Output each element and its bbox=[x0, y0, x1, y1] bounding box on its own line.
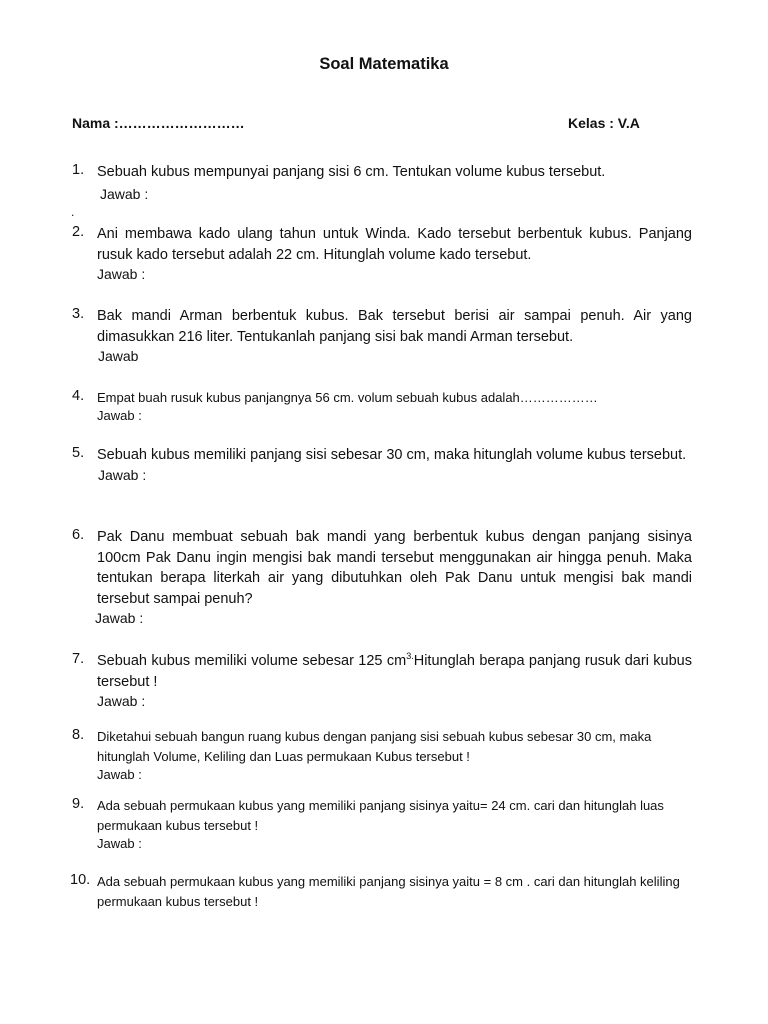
question-number: 2. bbox=[72, 224, 85, 240]
question-text: Empat buah rusuk kubus panjangnya 56 cm. volum sebuah kubus adalah……………… bbox=[97, 390, 598, 405]
question-1 bbox=[72, 162, 692, 203]
question-text: Ani membawa kado ulang tahun untuk Winda. Kado tersebut berbentuk kubus. Panjang rusuk kado tersebut adalah 22 cm. Hitunglah volume kado tersebut. bbox=[97, 226, 692, 263]
question-text: Ada sebuah permukaan kubus yang memiliki panjang sisinya yaitu= 24 cm. cari dan hitunglah luas permukaan kubus tersebut ! bbox=[97, 798, 664, 833]
question-text: Bak mandi Arman berbentuk kubus. Bak tersebut berisi air sampai penuh. Air yang dimasukkan 216 liter. Tentukanlah panjang sisi bak mandi Arman tersebut. bbox=[97, 308, 692, 345]
answer-label: Jawab : bbox=[97, 266, 146, 282]
question-text: Sebuah kubus memiliki panjang sisi sebesar 30 cm, maka hitunglah volume kubus tersebut. bbox=[97, 447, 687, 463]
question-text: Pak Danu membuat sebuah bak mandi yang berbentuk kubus dengan panjang sisinya 100cm Pak Danu ingin mengisi bak mandi tersebut menggunakan air hingga penuh. Maka tentukan berapa literkah air yang dibutuhkan oleh Pak Danu untuk mengisi bak mandi tersebut sampai penuh? bbox=[97, 529, 692, 607]
question-number: 9. bbox=[72, 796, 85, 812]
question-text-part: Sebuah kubus memiliki volume sebesar 125 cm bbox=[97, 653, 407, 669]
question-text: Sebuah kubus mempunyai panjang sisi 6 cm. Tentukan volume kubus tersebut. bbox=[97, 164, 606, 180]
question-6 bbox=[72, 527, 692, 627]
page-title: Soal Matematika bbox=[319, 55, 449, 73]
question-3 bbox=[72, 306, 692, 365]
question-number: 8. bbox=[72, 727, 85, 743]
question-number: 1. bbox=[72, 162, 85, 178]
question-text bbox=[97, 651, 692, 692]
question-number: 7. bbox=[72, 651, 85, 667]
question-4 bbox=[72, 388, 692, 423]
question-number: 6. bbox=[72, 527, 85, 543]
question-9 bbox=[72, 796, 692, 851]
answer-label: Jawab bbox=[98, 348, 139, 364]
question-number: 3. bbox=[72, 306, 85, 322]
question-2 bbox=[72, 224, 692, 283]
question-number: 4. bbox=[72, 388, 85, 404]
question-text-part: Hitunglah berapa panjang rusuk dari kubus tersebut ! bbox=[97, 653, 692, 690]
question-8 bbox=[72, 727, 692, 782]
answer-label: Jawab : bbox=[95, 610, 144, 626]
question-7 bbox=[72, 651, 692, 710]
class-label: Kelas : V.A bbox=[568, 115, 640, 131]
question-text: Diketahui sebuah bangun ruang kubus dengan panjang sisi sebuah kubus sebesar 30 cm, maka hitunglah Volume, Keliling dan Luas permukaan Kubus tersebut ! bbox=[97, 729, 652, 764]
name-field-label: Nama :……………………… bbox=[72, 115, 245, 131]
answer-label: Jawab : bbox=[97, 767, 142, 782]
question-10 bbox=[72, 872, 692, 912]
stray-mark: . bbox=[71, 205, 75, 219]
answer-label: Jawab : bbox=[97, 693, 146, 709]
superscript-cubed: 3. bbox=[406, 651, 414, 662]
answer-label: Jawab : bbox=[98, 466, 147, 483]
question-number: 5. bbox=[72, 445, 85, 461]
question-5 bbox=[72, 445, 692, 484]
question-number: 10. bbox=[70, 872, 91, 888]
answer-label: Jawab : bbox=[100, 185, 149, 202]
answer-label: Jawab : bbox=[97, 836, 142, 851]
answer-label: Jawab : bbox=[97, 408, 142, 423]
question-text: Ada sebuah permukaan kubus yang memiliki panjang sisinya yaitu = 8 cm . cari dan hitunglah keliling permukaan kubus tersebut ! bbox=[97, 874, 680, 909]
